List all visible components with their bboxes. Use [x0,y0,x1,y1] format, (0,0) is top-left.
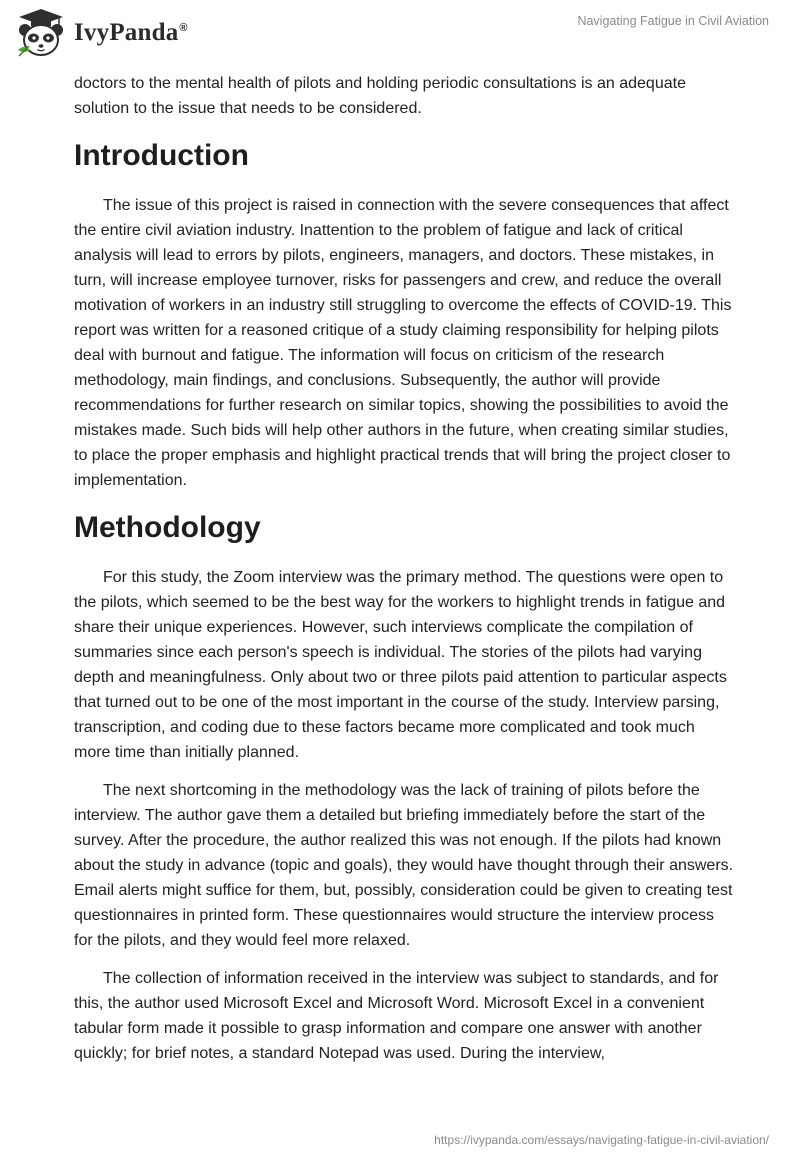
panda-graduate-icon [14,6,68,60]
brand-name: IvyPanda® [74,19,188,46]
methodology-paragraph: The collection of information received in the interview was subject to standards, and for this, the author used Microsoft Excel and Microsoft Word. Microsoft Excel in a convenient tabular form made it possible to grasp information and compare one answer with another quickly; for brief notes, a standard Notepad was used. During the interview, [74,970,719,1062]
section-heading-methodology: Methodology [74,511,261,544]
page-header [0,0,800,70]
introduction-paragraph: The issue of this project is raised in connection with the severe consequences that affect the entire civil aviation industry. Inattention to the problem of fatigue and lack of critical analysis will lead to errors by pilots, engineers, managers, and doctors. These mistakes, in turn, will increase employee turnover, risks for passengers and crew, and reduce the overall motivation of workers in an industry still struggling to overcome the effects of COVID-19. This report was written for a reasoned critique of a study claiming responsibility for helping pilots deal with burnout and fatigue. The information will focus on criticism of the research methodology, main findings, and conclusions. Subsequently, the author will provide recommendations for further research on similar topics, showing the possibilities to avoid the mistakes made. Such bids will help other authors in the future, when creating similar studies, to place the proper emphasis and highlight practical trends that will bring the project closer to implementation. [74,197,732,489]
brand-logo[interactable] [14,6,188,60]
source-url[interactable]: https://ivypanda.com/essays/navigating-fatigue-in-civil-aviation/ [434,1133,769,1147]
registered-mark: ® [179,21,188,34]
lead-paragraph: doctors to the mental health of pilots and holding periodic consultations is an adequate solution to the issue that needs to be considered. [74,75,686,117]
essay-content [74,71,734,1079]
methodology-paragraph: For this study, the Zoom interview was the primary method. The questions were open to the pilots, which seemed to be the best way for the workers to highlight trends in fatigue and share their unique experiences. However, such interviews complicate the compilation of summaries since each person's speech is individual. The stories of the pilots had varying depth and meaningfulness. Only about two or three pilots paid attention to particular aspects that turned out to be one of the most important in the course of the study. Interview parsing, transcription, and coding due to these factors became more complicated and took much more time than initially planned. [74,569,727,761]
section-heading-introduction: Introduction [74,139,249,172]
methodology-paragraph: The next shortcoming in the methodology was the lack of training of pilots before the interview. The author gave them a detailed but briefing immediately before the start of the survey. After the procedure, the author realized this was not enough. If the pilots had known about the study in advance (topic and goals), they would have thought through their answers. Email alerts might suffice for them, but, possibly, consideration could be given to creating test questionnaires in printed form. These questionnaires would structure the interview process for the pilots, and they would feel more relaxed. [74,782,734,949]
document-title: Navigating Fatigue in Civil Aviation [577,14,769,28]
